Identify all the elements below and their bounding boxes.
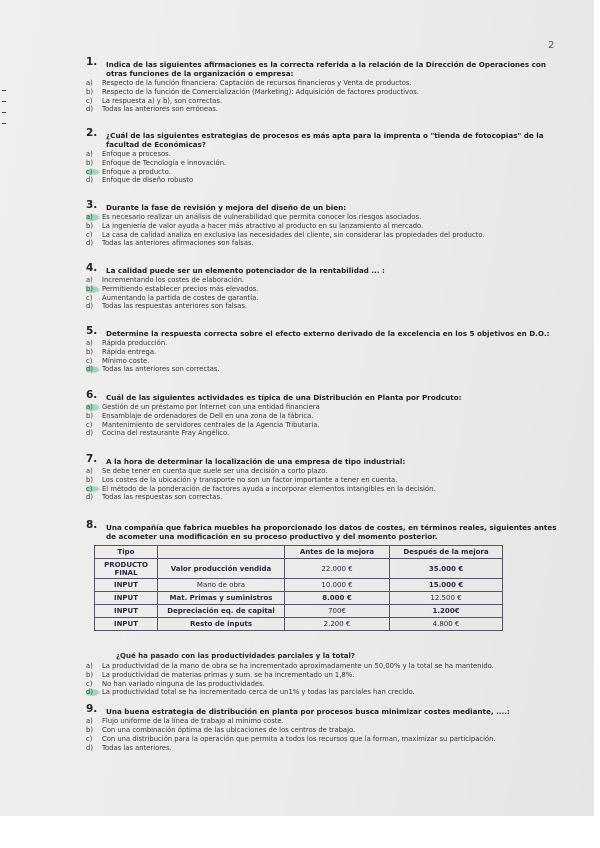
cell-after: 35.000 € bbox=[390, 559, 503, 579]
option-d[interactable] bbox=[86, 429, 566, 438]
option-text: Todas las anteriores son erróneas. bbox=[102, 105, 218, 114]
option-text: Todas las anteriores son correctas. bbox=[102, 365, 220, 374]
option-text: Enfoque de diseño robusto bbox=[102, 176, 194, 185]
question-2 bbox=[86, 127, 566, 185]
option-text: Enfoque de Tecnología e innovación. bbox=[102, 158, 227, 167]
option-text: Todas las respuestas anteriores son falsas. bbox=[102, 302, 248, 311]
option-letter: c) bbox=[86, 96, 93, 105]
option-text: Enfoque a producto. bbox=[102, 167, 171, 176]
option-b[interactable] bbox=[86, 88, 566, 97]
option-text: La productividad de materias primas y sum. se ha incrementado un 1,8%. bbox=[102, 670, 355, 679]
option-b[interactable] bbox=[86, 159, 566, 168]
cell-after: 15.000 € bbox=[390, 579, 503, 592]
option-letter: a) bbox=[86, 717, 93, 726]
option-letter: d) bbox=[86, 743, 93, 752]
table-row bbox=[95, 618, 503, 631]
option-a[interactable] bbox=[86, 150, 566, 159]
option-a[interactable] bbox=[86, 276, 566, 285]
option-letter: b) bbox=[86, 87, 93, 96]
margin-marks bbox=[0, 80, 8, 140]
option-letter: d) bbox=[86, 302, 93, 311]
option-text: Se debe tener en cuenta que suele ser una decisión a corto plazo. bbox=[102, 467, 328, 475]
option-b[interactable] bbox=[86, 412, 566, 421]
option-letter: d) bbox=[86, 429, 93, 438]
option-a[interactable] bbox=[86, 339, 566, 348]
option-letter: a) bbox=[86, 150, 93, 158]
option-letter: b) bbox=[86, 475, 93, 484]
question-8 bbox=[86, 519, 566, 541]
question-7 bbox=[86, 453, 566, 502]
question-number: 3. bbox=[86, 199, 98, 211]
option-a[interactable] bbox=[86, 79, 566, 88]
option-b[interactable] bbox=[86, 726, 566, 735]
table-row bbox=[95, 592, 503, 605]
options-list bbox=[86, 276, 566, 311]
option-a-marked[interactable] bbox=[86, 403, 566, 412]
option-letter: d) bbox=[86, 105, 93, 114]
question-1 bbox=[86, 56, 566, 114]
question-text: Una compañía que fabrica muebles ha proporcionado los datos de costes, en términos reales, siguientes antes de acometer una modificación en su proceso productivo y del momento posterior. bbox=[106, 523, 557, 541]
option-text: Es necesario realizar un análisis de vulnerabilidad que permita conocer los riesgos asociados. bbox=[102, 213, 422, 221]
option-text: Respecto de la función financiera: Captación de recursos financieros y Venta de productos. bbox=[102, 79, 412, 87]
cell-type: INPUT bbox=[95, 605, 158, 618]
options-list bbox=[86, 467, 566, 502]
cost-table bbox=[94, 545, 503, 631]
option-text: Aumentando la partida de costes de garantía. bbox=[102, 293, 259, 302]
options-list bbox=[86, 150, 566, 185]
question-text: Indica de las siguientes afirmaciones es la correcta referida a la relación de la Dirección de Operaciones con otras funciones de la organización o empresa: bbox=[106, 60, 546, 78]
option-letter: d) bbox=[86, 365, 102, 374]
option-d[interactable] bbox=[86, 493, 566, 502]
option-letter: c) bbox=[86, 485, 102, 494]
option-d[interactable] bbox=[86, 302, 566, 311]
option-text: Mínimo coste. bbox=[102, 356, 150, 365]
option-letter: d) bbox=[86, 688, 102, 697]
option-a[interactable] bbox=[86, 717, 566, 726]
option-text: Permitiendo establecer precios más elevados. bbox=[102, 284, 259, 293]
options-list bbox=[86, 717, 566, 752]
option-d[interactable] bbox=[86, 744, 566, 753]
option-c[interactable] bbox=[86, 294, 566, 303]
option-letter: d) bbox=[86, 176, 93, 185]
question-number: 1. bbox=[86, 56, 98, 68]
option-b-marked[interactable] bbox=[86, 285, 566, 294]
option-letter: a) bbox=[86, 213, 102, 222]
option-text: Cocina del restaurante Fray Angélico. bbox=[102, 429, 230, 438]
table-header-row bbox=[95, 546, 503, 559]
option-text: Todas las anteriores. bbox=[102, 743, 172, 752]
cell-type: INPUT bbox=[95, 579, 158, 592]
options-list bbox=[86, 662, 566, 697]
options-list bbox=[86, 213, 566, 248]
option-text: Todas las respuestas son correctas. bbox=[102, 493, 223, 502]
option-text: La casa de calidad analiza en exclusiva las necesidades del cliente, sin considerar las propiedades del producto. bbox=[102, 230, 485, 239]
option-text: Mantenimiento de servidores centrales de la Agencia Tributaria. bbox=[102, 420, 320, 429]
option-a[interactable] bbox=[86, 662, 566, 671]
option-letter: b) bbox=[86, 221, 93, 230]
table-row bbox=[95, 559, 503, 579]
option-text: Gestión de un préstamo por Internet con una entidad financiera bbox=[102, 403, 320, 411]
option-b[interactable] bbox=[86, 671, 566, 680]
option-letter: b) bbox=[86, 347, 93, 356]
option-text: Todas las anteriores afirmaciones son falsas. bbox=[102, 239, 254, 248]
question-number: 7. bbox=[86, 453, 98, 465]
option-text: Los costes de la ubicación y transporte no son un factor importante a tener en cuenta. bbox=[102, 475, 398, 484]
option-letter: a) bbox=[86, 339, 93, 347]
cell-after: 1.200€ bbox=[390, 605, 503, 618]
cell-before: 22.000 € bbox=[285, 559, 390, 579]
option-letter: b) bbox=[86, 725, 93, 734]
option-c-marked[interactable] bbox=[86, 168, 566, 177]
option-letter: a) bbox=[86, 79, 93, 87]
cell-after: 12.500 € bbox=[390, 592, 503, 605]
subquestion-text: ¿Qué ha pasado con las productividades parciales y la total? bbox=[116, 652, 355, 660]
option-letter: c) bbox=[86, 734, 93, 743]
cell-after: 4.800 € bbox=[390, 618, 503, 631]
options-list bbox=[86, 79, 566, 114]
option-c[interactable] bbox=[86, 97, 566, 106]
option-b[interactable] bbox=[86, 476, 566, 485]
table-row bbox=[95, 605, 503, 618]
option-text: Con una distribución para la operación que permita a todos los recursos que la forman, maximizar su participación. bbox=[102, 734, 496, 743]
option-c[interactable] bbox=[86, 231, 566, 240]
option-letter: c) bbox=[86, 356, 93, 365]
option-letter: d) bbox=[86, 493, 93, 502]
cell-concept: Mat. Primas y suministros bbox=[158, 592, 285, 605]
question-4 bbox=[86, 262, 566, 311]
option-letter: b) bbox=[86, 411, 93, 420]
option-text: Incrementando los costes de elaboración. bbox=[102, 276, 245, 284]
option-letter: b) bbox=[86, 285, 102, 294]
question-text: Cuál de las siguientes actividades es típica de una Distribución en Planta por Prodcuto: bbox=[106, 393, 462, 402]
question-8-answers bbox=[86, 652, 566, 752]
question-text: A la hora de determinar la localización de una empresa de tipo industrial: bbox=[106, 457, 406, 466]
option-letter: c) bbox=[86, 230, 93, 239]
option-text: Rápida producción. bbox=[102, 339, 168, 347]
option-d[interactable] bbox=[86, 105, 566, 114]
page-number: 2 bbox=[548, 40, 555, 51]
question-number: 5. bbox=[86, 325, 98, 337]
option-letter: a) bbox=[86, 467, 93, 475]
option-text: El método de la ponderación de factores ayuda a incorporar elementos intangibles en la decisión. bbox=[102, 484, 436, 493]
option-letter: a) bbox=[86, 276, 93, 284]
option-letter: c) bbox=[86, 168, 102, 177]
option-c[interactable] bbox=[86, 421, 566, 430]
option-letter: a) bbox=[86, 403, 102, 412]
cell-type: INPUT bbox=[95, 592, 158, 605]
cell-concept: Mano de obra bbox=[158, 579, 285, 592]
option-text: No han variado ninguna de las productividades. bbox=[102, 679, 265, 688]
question-9 bbox=[86, 703, 566, 717]
option-letter: b) bbox=[86, 158, 93, 167]
option-c[interactable] bbox=[86, 680, 566, 689]
question-6 bbox=[86, 389, 566, 438]
header-despues: Después de la mejora bbox=[390, 546, 503, 559]
cell-before: 700€ bbox=[285, 605, 390, 618]
option-letter: c) bbox=[86, 293, 93, 302]
option-text: Flujo uniforme de la línea de trabajo al mínimo coste. bbox=[102, 717, 284, 726]
option-text: La productividad total se ha incrementado cerca de un1% y todas las parciales han crecido. bbox=[102, 688, 415, 697]
question-number: 9. bbox=[86, 703, 98, 716]
option-text: Con una combinación óptima de las ubicaciones de los centros de trabajo. bbox=[102, 725, 356, 734]
option-letter: c) bbox=[86, 420, 93, 429]
option-d-marked[interactable] bbox=[86, 365, 566, 374]
option-c[interactable] bbox=[86, 357, 566, 366]
option-text: La productividad de la mano de obra se ha incrementado aproximadamente un 50,00% y la total se ha mantenido. bbox=[102, 662, 494, 670]
cell-before: 10.000 € bbox=[285, 579, 390, 592]
option-text: La ingeniería de valor ayuda a hacer más atractivo al producto en su lanzamiento al mercado. bbox=[102, 221, 424, 230]
option-text: Enfoque a procesos. bbox=[102, 150, 171, 158]
option-text: Respecto de la función de Comercialización (Marketing): Adquisición de factores productivos. bbox=[102, 87, 419, 96]
option-text: La respuesta a) y b), son correctas. bbox=[102, 96, 223, 105]
option-letter: d) bbox=[86, 239, 93, 248]
cell-concept: Resto de inputs bbox=[158, 618, 285, 631]
question-number: 2. bbox=[86, 127, 98, 139]
question-number: 6. bbox=[86, 389, 98, 401]
cell-type: INPUT bbox=[95, 618, 158, 631]
cell-before: 8.000 € bbox=[285, 592, 390, 605]
option-d-marked[interactable] bbox=[86, 688, 566, 697]
header-concept bbox=[158, 546, 285, 559]
bottom-margin bbox=[0, 816, 600, 848]
option-text: Rápida entrega. bbox=[102, 347, 157, 356]
option-c-marked[interactable] bbox=[86, 485, 566, 494]
table-row bbox=[95, 579, 503, 592]
option-letter: a) bbox=[86, 662, 93, 670]
option-d[interactable] bbox=[86, 176, 566, 185]
options-list bbox=[86, 403, 566, 438]
cell-concept: Valor producción vendida bbox=[158, 559, 285, 579]
option-b[interactable] bbox=[86, 222, 566, 231]
cell-before: 2.200 € bbox=[285, 618, 390, 631]
question-3 bbox=[86, 199, 566, 248]
question-5 bbox=[86, 325, 566, 374]
cell-type: PRODUCTO FINAL bbox=[95, 559, 158, 579]
question-number: 8. bbox=[86, 519, 98, 531]
question-text: Determine la respuesta correcta sobre el efecto externo derivado de la excelencia en los 5 objetivos en D.O.: bbox=[106, 329, 550, 338]
cell-concept: Depreciación eq. de capital bbox=[158, 605, 285, 618]
option-b[interactable] bbox=[86, 348, 566, 357]
header-antes: Antes de la mejora bbox=[285, 546, 390, 559]
option-letter: c) bbox=[86, 679, 93, 688]
header-tipo: Tipo bbox=[95, 546, 158, 559]
option-d[interactable] bbox=[86, 239, 566, 248]
question-text: Una buena estrategia de distribución en planta por procesos busca minimizar costes mediante, ....: bbox=[106, 707, 510, 717]
option-a-marked[interactable] bbox=[86, 213, 566, 222]
question-text: ¿Cuál de las siguientes estrategias de procesos es más apta para la imprenta o "tienda de fotocopias" de la facultad de Económicas? bbox=[106, 131, 544, 149]
question-text: Durante la fase de revisión y mejora del diseño de un bien: bbox=[106, 203, 347, 212]
option-text: Ensamblaje de ordenadores de Dell en una zona de la fábrica. bbox=[102, 411, 314, 420]
question-number: 4. bbox=[86, 262, 98, 274]
option-a[interactable] bbox=[86, 467, 566, 476]
options-list bbox=[86, 339, 566, 374]
question-text: La calidad puede ser un elemento potenciador de la rentabilidad ... : bbox=[106, 266, 385, 275]
option-letter: b) bbox=[86, 670, 93, 679]
option-c[interactable] bbox=[86, 735, 566, 744]
